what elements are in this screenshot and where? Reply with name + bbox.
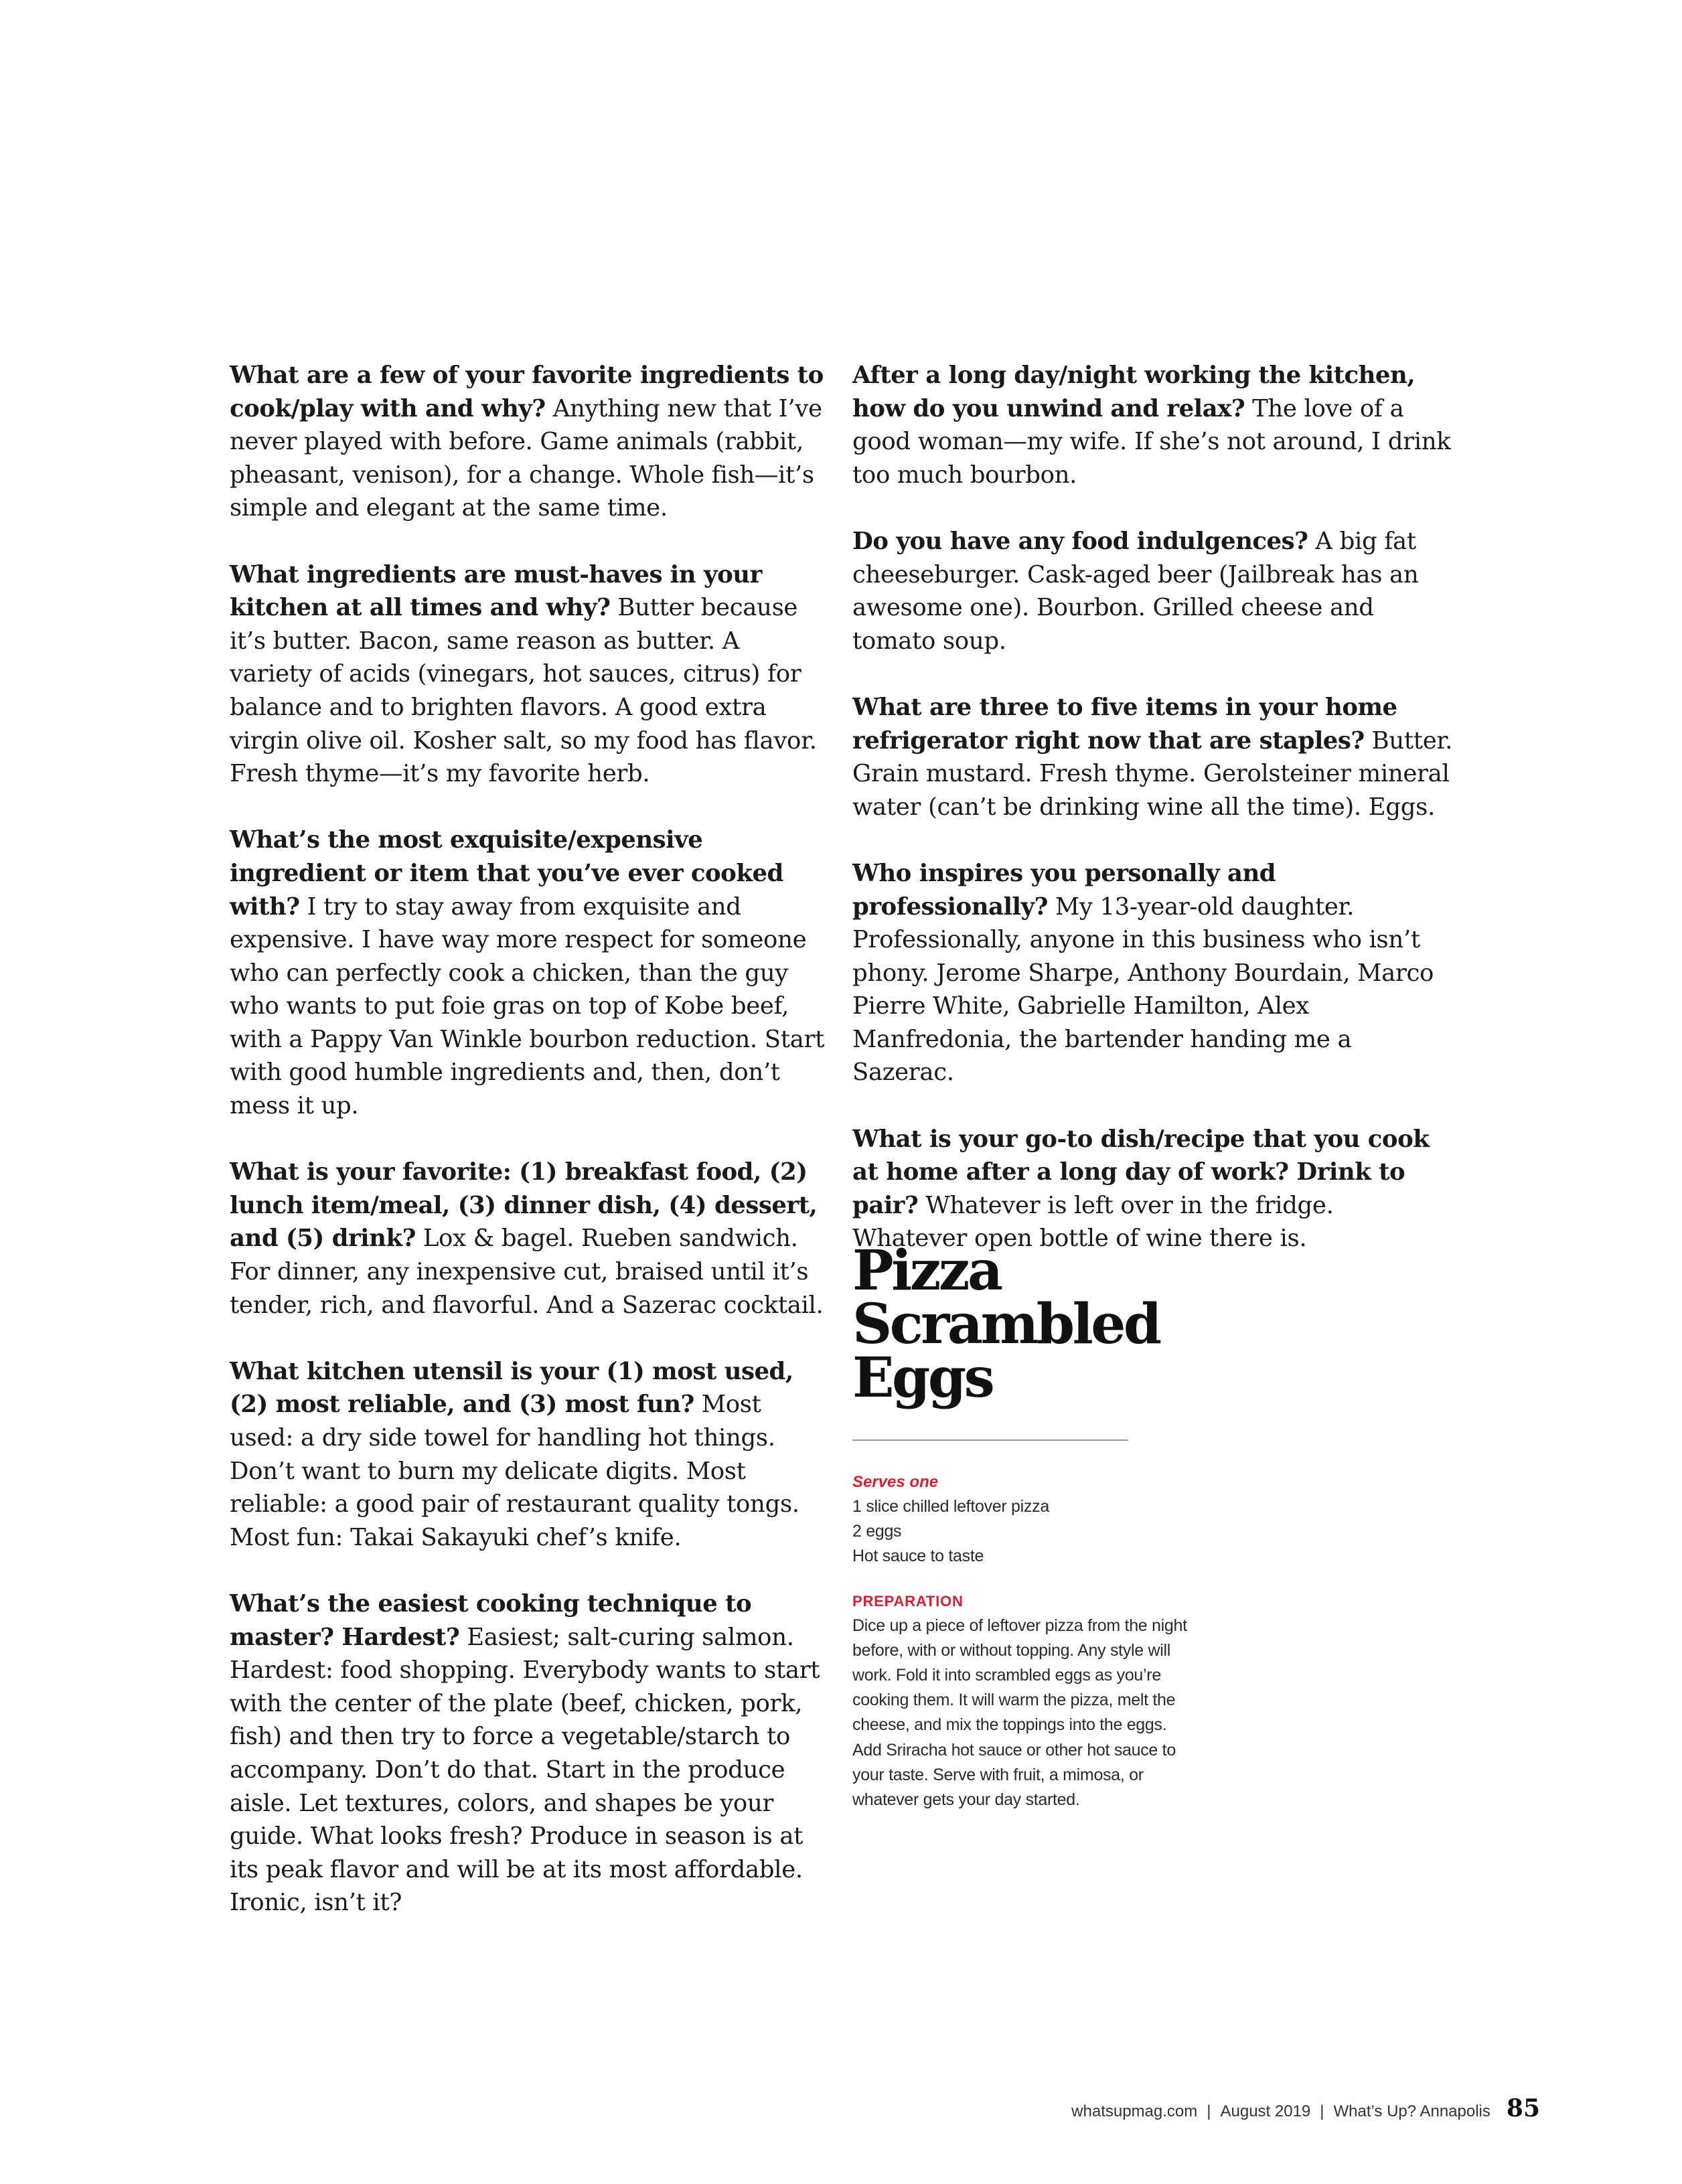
recipe-title xyxy=(852,1239,1201,1410)
recipe-divider xyxy=(852,1439,1128,1441)
question: What’s the most exquisite/expensive ingredient or item that you’ve ever cooked with? xyxy=(230,826,783,921)
answer: Most used: a dry side towel for handling hot things. Don’t want to burn my delicate digits. Most reliable: a good pair of restaurant quality tongs. Most fun: Takai Sakayuki chef’s knife. xyxy=(230,1391,799,1551)
answer: Lox & bagel. Rueben sandwich. For dinner, any inexpensive cut, braised until it’s tender, rich, and flavorful. And a Sazerac cocktail. xyxy=(230,1225,824,1319)
answer: Butter because it’s butter. Bacon, same reason as butter. A variety of acids (vinegars, hot sauces, citrus) for balance and to brighten flavors. A good extra virgin olive oil. Kosher salt, so my food has flavor. Fresh thyme—it’s my favorite herb. xyxy=(230,594,817,788)
question: Do you have any food indulgences? xyxy=(852,527,1308,555)
answer: Butter. Grain mustard. Fresh thyme. Gerolsteiner mineral water (can’t be drinking wine all the time). Eggs. xyxy=(852,726,1453,821)
ingredient-item: Hot sauce to taste xyxy=(852,1547,984,1566)
preparation-text: Dice up a piece of leftover pizza from the night before, with or without topping. Any style will work. Fold it into scrambled eggs as you’re cooking them. It will warm the pizza, melt the cheese, and mix the toppings into the eggs. Add Sriracha hot sauce or other hot sauce to your taste. Serve with fruit, a mimosa, or whatever gets your day started. xyxy=(852,1616,1187,1810)
question: What’s the easiest cooking technique to master? Hardest? xyxy=(230,1589,752,1651)
question: What are three to five items in your home refrigerator right now that are staples? xyxy=(852,693,1397,755)
ingredient-item: 2 eggs xyxy=(852,1522,902,1541)
answer: I try to stay away from exquisite and expensive. I have way more respect for someone who can perfectly cook a chicken, than the guy who wants to put foie gras on top of Kobe beef, with a Pappy Van Winkle bourbon reduction. Start with good humble ingredients and, then, don’t mess it up. xyxy=(230,892,825,1120)
recipe-serves: Serves one xyxy=(852,1473,939,1491)
question: What kitchen utensil is your (1) most used, (2) most reliable, and (3) most fun? xyxy=(230,1357,793,1419)
recipe-box xyxy=(852,1239,1201,1812)
answer: Anything new that I’ve never played with before. Game animals (rabbit, pheasant, venison), for a change. Whole fish—it’s simple and elegant at the same time. xyxy=(230,394,822,522)
footer-separator: | xyxy=(1320,2102,1324,2120)
qa-item xyxy=(230,1156,826,1322)
answer: Easiest; salt-curing salmon. Hardest: food shopping. Everybody wants to start with the center of the plate (beef, chicken, pork, fish) and then try to force a vegetable/starch to accompany. Don’t do that. Start in the produce aisle. Let textures, colors, and shapes be your guide. What looks fresh? Produce in season is at its peak flavor and will be at its most affordable. Ironic, isn’t it? xyxy=(230,1623,820,1917)
interview-left-column xyxy=(230,359,826,1953)
qa-item xyxy=(852,1123,1455,1255)
qa-item xyxy=(230,1355,826,1555)
qa-item xyxy=(230,824,826,1122)
footer-site: whatsupmag.com xyxy=(1071,2102,1198,2120)
recipe-title-line: Eggs xyxy=(852,1346,993,1410)
footer-separator: | xyxy=(1207,2102,1211,2120)
question: What is your go-to dish/recipe that you cook at home after a long day of work? Drink to pair? xyxy=(852,1125,1430,1219)
qa-item xyxy=(230,558,826,791)
ingredient-item: 1 slice chilled leftover pizza xyxy=(852,1497,1049,1516)
answer: My 13-year-old daughter. Professionally, anyone in this business who isn’t phony. Jerome Sharpe, Anthony Bourdain, Marco Pierre White, Gabrielle Hamilton, Alex Manfredonia, the bartender handing me a Sazerac. xyxy=(852,892,1434,1087)
question: What is your favorite: (1) breakfast food, (2) lunch item/meal, (3) dinner dish, (4) dessert, and (5) drink? xyxy=(230,1158,818,1253)
recipe-title-line: Scrambled xyxy=(852,1292,1160,1356)
answer: The love of a good woman—my wife. If she’s not around, I drink too much bourbon. xyxy=(852,394,1451,489)
page-number: 85 xyxy=(1506,2094,1540,2122)
qa-item xyxy=(852,525,1455,657)
question: What ingredients are must-haves in your kitchen at all times and why? xyxy=(230,560,762,622)
qa-item xyxy=(852,691,1455,824)
footer-publication: What’s Up? Annapolis xyxy=(1333,2102,1490,2120)
recipe-title-line: Pizza xyxy=(852,1239,1001,1303)
question: What are a few of your favorite ingredients to cook/play with and why? xyxy=(230,362,824,422)
qa-item xyxy=(852,857,1455,1089)
answer: Whatever is left over in the fridge. Whatever open bottle of wine there is. xyxy=(852,1191,1334,1253)
ingredient-list xyxy=(852,1494,1201,1569)
preparation-heading: PREPARATION xyxy=(852,1592,964,1610)
qa-item xyxy=(230,1587,826,1920)
question: After a long day/night working the kitchen, how do you unwind and relax? xyxy=(852,362,1416,422)
answer: A big fat cheeseburger. Cask-aged beer (Jailbreak has an awesome one). Bourbon. Grilled cheese and tomato soup. xyxy=(852,527,1419,655)
footer-issue: August 2019 xyxy=(1220,2102,1311,2120)
interview-right-column xyxy=(852,359,1455,1289)
question: Who inspires you personally and professionally? xyxy=(852,859,1276,921)
qa-item xyxy=(852,359,1455,491)
qa-item xyxy=(230,359,826,525)
page-footer xyxy=(1071,2094,1540,2134)
